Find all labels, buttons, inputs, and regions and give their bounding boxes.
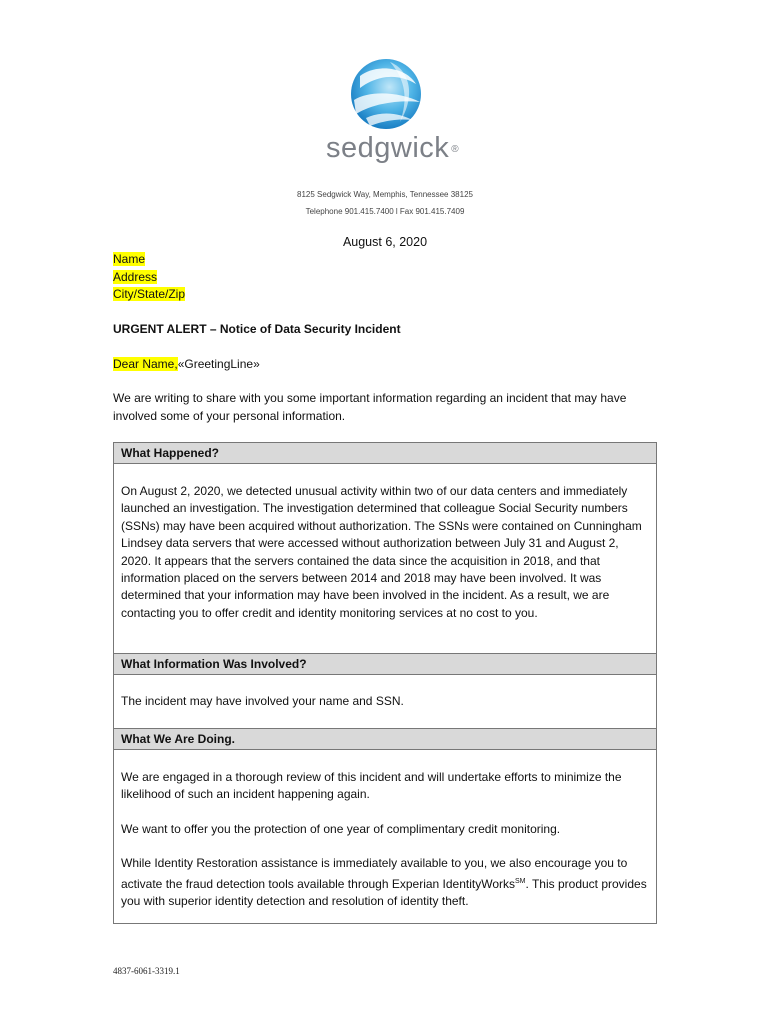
brand-wordmark — [326, 132, 460, 165]
recipient-city-state-zip: City/State/Zip — [113, 287, 186, 301]
letterhead-phone: Telephone 901.415.7400 l Fax 901.415.7409 — [305, 207, 465, 216]
greeting — [113, 356, 260, 374]
greeting-prefix: Dear Name, — [113, 357, 178, 371]
what-information-body: The incident may have involved your name and SSN. — [121, 694, 404, 708]
recipient-address: Address — [113, 269, 158, 284]
letter-date: August 6, 2020 — [342, 235, 428, 249]
service-mark: SM — [515, 877, 526, 885]
what-we-are-doing-section — [113, 728, 657, 924]
greeting-field: «GreetingLine» — [177, 357, 260, 371]
what-information-heading: What Information Was Involved? — [114, 654, 656, 675]
letterhead-address: 8125 Sedgwick Way, Memphis, Tennessee 38125 — [297, 190, 473, 199]
registered-mark: ® — [451, 143, 460, 155]
subject-line: URGENT ALERT – Notice of Data Security Incident — [113, 322, 401, 336]
what-we-are-doing-p1: We are engaged in a thorough review of this incident and will undertake efforts to minimize the likelihood of such an incident happening again. — [121, 770, 622, 802]
what-happened-body: On August 2, 2020, we detected unusual activity within two of our data centers and immediately launched an investigation. The investigation determined that colleague Social Security numbers (SSNs) may have been acquired without authorization. The SSNs were contained on Cunningham Lindsey data servers that were accessed without authorization between July 31 and August 2, 2020. It appears that the servers contained the data since the acquisition in 2018, and that information placed on the servers between 2014 and 2018 may have been involved. It was determined that your information may have been involved in the incident. As a result, we are contacting you to offer credit and identity monitoring services at no cost to you. — [121, 484, 642, 620]
what-we-are-doing-p2: We want to offer you the protection of one year of complimentary credit monitoring. — [121, 821, 561, 836]
what-happened-heading: What Happened? — [114, 443, 656, 464]
recipient-name: Name — [113, 252, 146, 266]
recipient-block — [113, 251, 185, 304]
brand-name: sedgwick — [326, 132, 450, 164]
what-happened-section — [113, 442, 657, 654]
what-we-are-doing-heading: What We Are Doing. — [114, 729, 656, 750]
intro-paragraph: We are writing to share with you some important information regarding an incident that may have involved some of your personal information. — [113, 391, 627, 423]
p3-text-b: . This product provides you with superior identity detection and resolution of identity theft. — [121, 876, 647, 909]
document-code: 4837-6061-3319.1 — [113, 966, 180, 976]
what-we-are-doing-p3 — [121, 855, 649, 910]
p3-text-a: While Identity Restoration assistance is immediately available to you, we also encourage you to activate the fraud detection tools available through Experian IdentityWorks — [121, 856, 628, 891]
what-information-section — [113, 654, 657, 729]
